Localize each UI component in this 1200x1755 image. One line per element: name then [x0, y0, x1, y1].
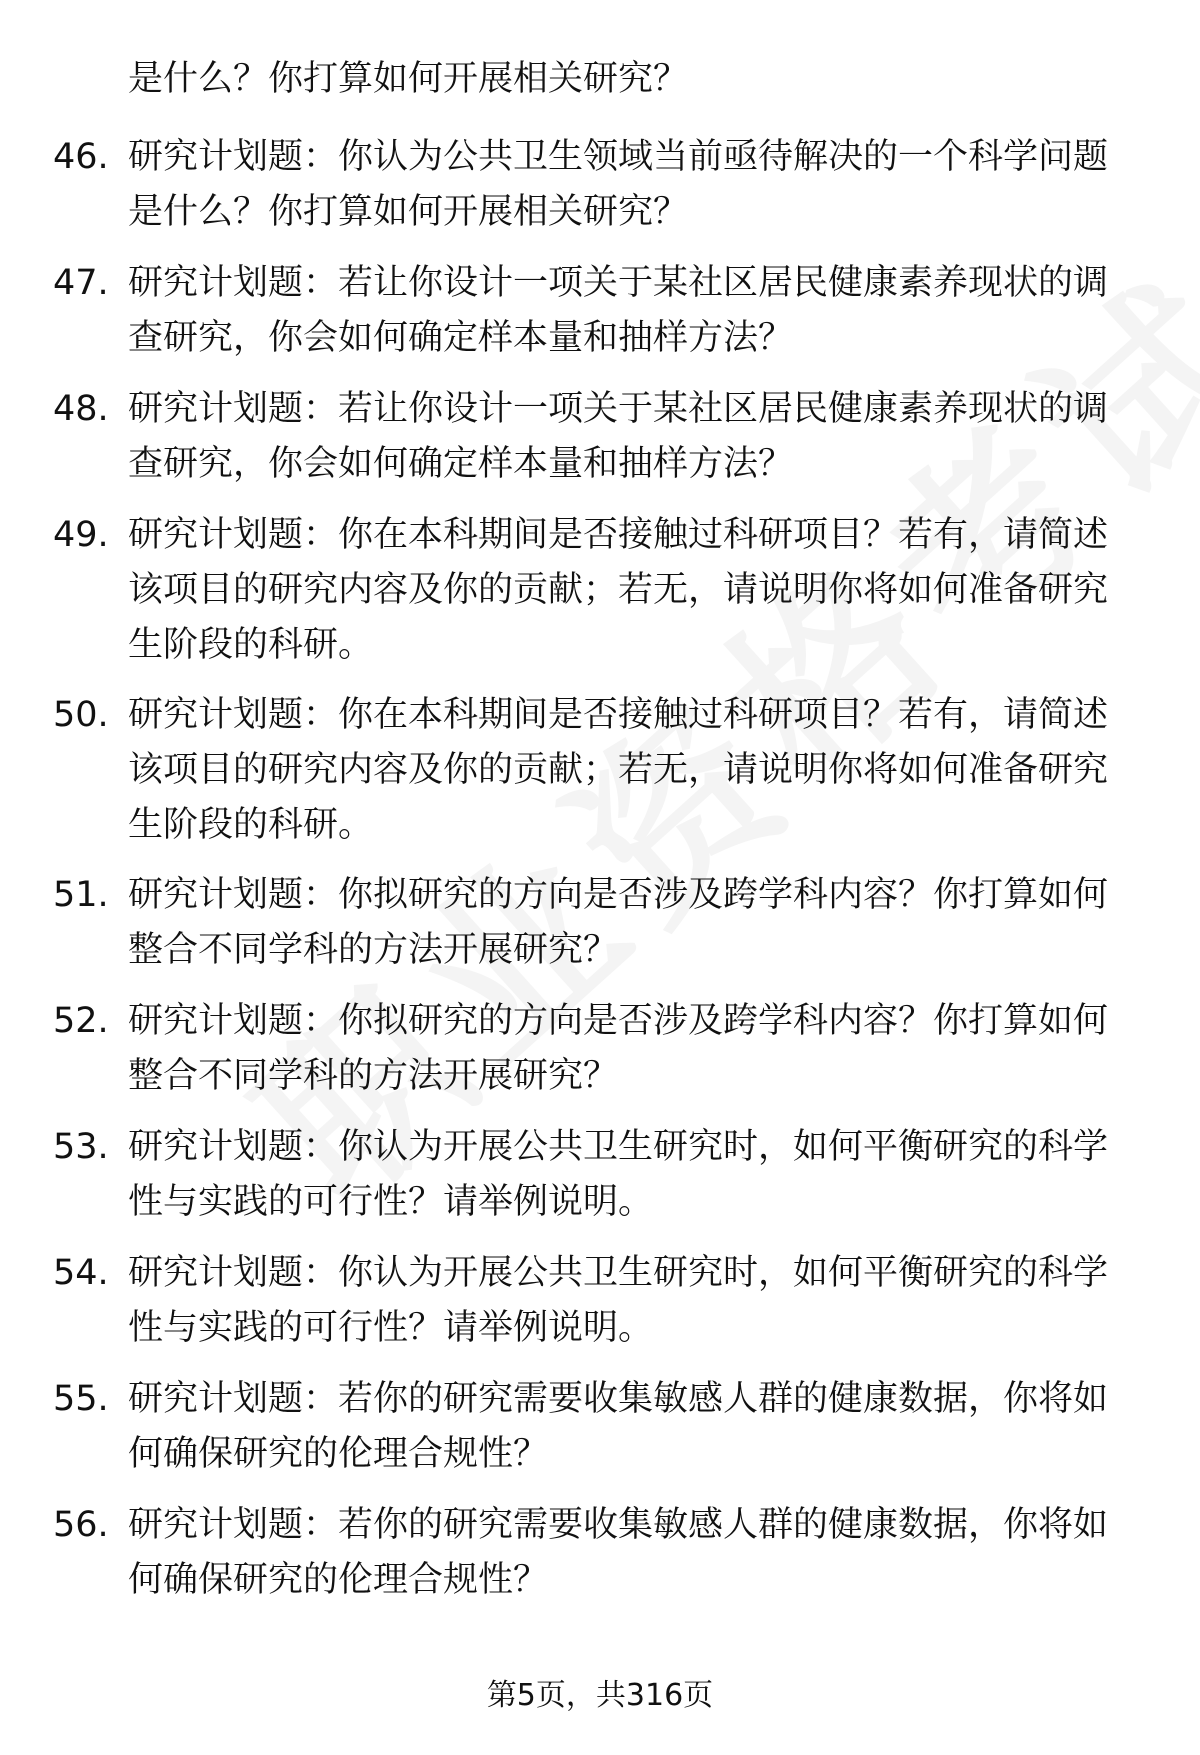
item-text: 研究计划题：你在本科期间是否接触过科研项目？若有，请简述该项目的研究内容及你的贡献；若无，请说明你将如何准备研究生阶段的科研。	[128, 515, 1109, 665]
item-text: 研究计划题：你在本科期间是否接触过科研项目？若有，请简述该项目的研究内容及你的贡献；若无，请说明你将如何准备研究生阶段的科研。	[128, 695, 1109, 845]
item-number: 46.	[53, 137, 109, 177]
item-number: 48.	[53, 389, 109, 429]
item-text: 研究计划题：若你的研究需要收集敏感人群的健康数据，你将如何确保研究的伦理合规性？	[128, 1505, 1109, 1600]
item-number: 47.	[53, 263, 109, 303]
item-text: 研究计划题：若让你设计一项关于某社区居民健康素养现状的调查研究，你会如何确定样本量和抽样方法？	[128, 389, 1109, 484]
item-text: 是什么？你打算如何开展相关研究？	[128, 59, 689, 99]
page-number-footer: 第5页，共316页	[486, 1678, 714, 1713]
item-text: 研究计划题：你拟研究的方向是否涉及跨学科内容？你打算如何整合不同学科的方法开展研究？	[128, 1001, 1109, 1096]
item-text: 研究计划题：若你的研究需要收集敏感人群的健康数据，你将如何确保研究的伦理合规性？	[128, 1379, 1109, 1474]
item-text: 研究计划题：你认为公共卫生领域当前亟待解决的一个科学问题是什么？你打算如何开展相关研究？	[128, 137, 1109, 232]
item-number: 49.	[53, 515, 109, 555]
item-text: 研究计划题：你认为开展公共卫生研究时，如何平衡研究的科学性与实践的可行性？请举例说明。	[128, 1253, 1109, 1348]
item-text: 研究计划题：若让你设计一项关于某社区居民健康素养现状的调查研究，你会如何确定样本量和抽样方法？	[128, 263, 1109, 358]
item-number: 53.	[53, 1127, 109, 1167]
item-text: 研究计划题：你认为开展公共卫生研究时，如何平衡研究的科学性与实践的可行性？请举例说明。	[128, 1127, 1109, 1222]
item-number: 54.	[53, 1253, 109, 1293]
item-number: 51.	[53, 875, 109, 915]
item-number: 56.	[53, 1505, 109, 1545]
item-text: 研究计划题：你拟研究的方向是否涉及跨学科内容？你打算如何整合不同学科的方法开展研究？	[128, 875, 1109, 970]
item-number: 52.	[53, 1001, 109, 1041]
item-number: 55.	[53, 1379, 109, 1419]
item-number: 50.	[53, 695, 109, 735]
